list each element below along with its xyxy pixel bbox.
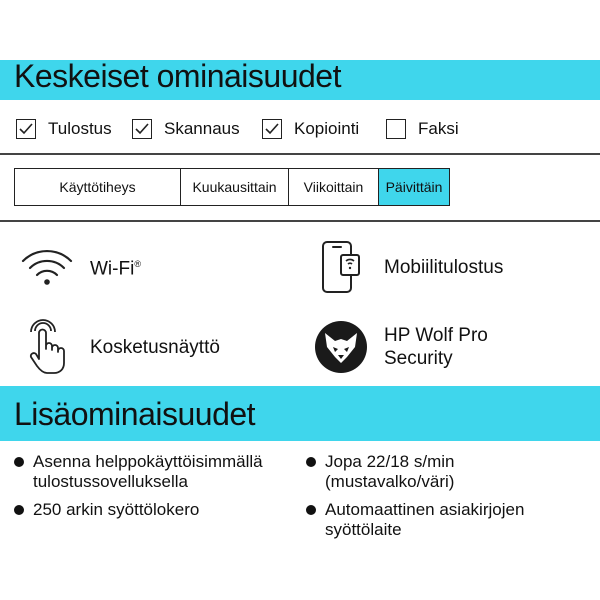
feature-wifi [18,238,141,296]
bullet-icon [306,457,316,467]
section-title-additional-features: Lisäominaisuudet [14,396,256,432]
feature-hp-wolf-security [312,318,488,376]
checkmark-icon [264,121,280,137]
feature-label: Kosketusnäyttö [90,336,220,358]
feature-mobile-print [312,238,503,296]
checkbox-copy [262,119,282,139]
function-scan [132,115,240,143]
touchscreen-icon [18,318,76,376]
checkbox-scan [132,119,152,139]
function-fax [386,115,459,143]
list-item: Automaattinen asiakirjojen syöttölaite [306,500,596,540]
bullet-icon [14,457,24,467]
function-copy [262,115,359,143]
function-label: Skannaus [164,119,240,138]
bullet-icon [306,505,316,515]
list-item: 250 arkin syöttölokero [14,500,304,520]
checkmark-icon [18,121,34,137]
function-print [16,115,112,143]
feature-label: Wi-Fi® [90,258,141,280]
usage-frequency-label: Käyttötiheys [15,169,181,205]
tab-weekly[interactable]: Viikoittain [289,169,379,205]
list-item: Asenna helppokäyttöisimmällä tulostussovelluksella [14,452,304,492]
divider [0,153,600,155]
checkbox-print [16,119,36,139]
feature-label: HP Wolf Pro Security [384,325,488,369]
function-label: Tulostus [48,119,112,138]
function-label: Kopiointi [294,119,360,138]
function-label: Faksi [418,119,459,138]
feature-label: Mobiilitulostus [384,256,504,278]
tab-daily[interactable]: Päivittäin [379,169,449,205]
wifi-icon [18,238,76,296]
tab-monthly[interactable]: Kuukausittain [181,169,289,205]
checkmark-icon [134,121,150,137]
checkbox-fax [386,119,406,139]
feature-touchscreen [18,318,220,376]
list-item: Jopa 22/18 s/min (mustavalko/väri) [306,452,596,492]
divider [0,220,600,222]
bullet-icon [14,505,24,515]
usage-frequency-selector [14,168,450,206]
mobile-print-icon [312,238,370,296]
hp-wolf-icon [312,318,370,376]
section-title-key-features: Keskeiset ominaisuudet [14,58,341,94]
